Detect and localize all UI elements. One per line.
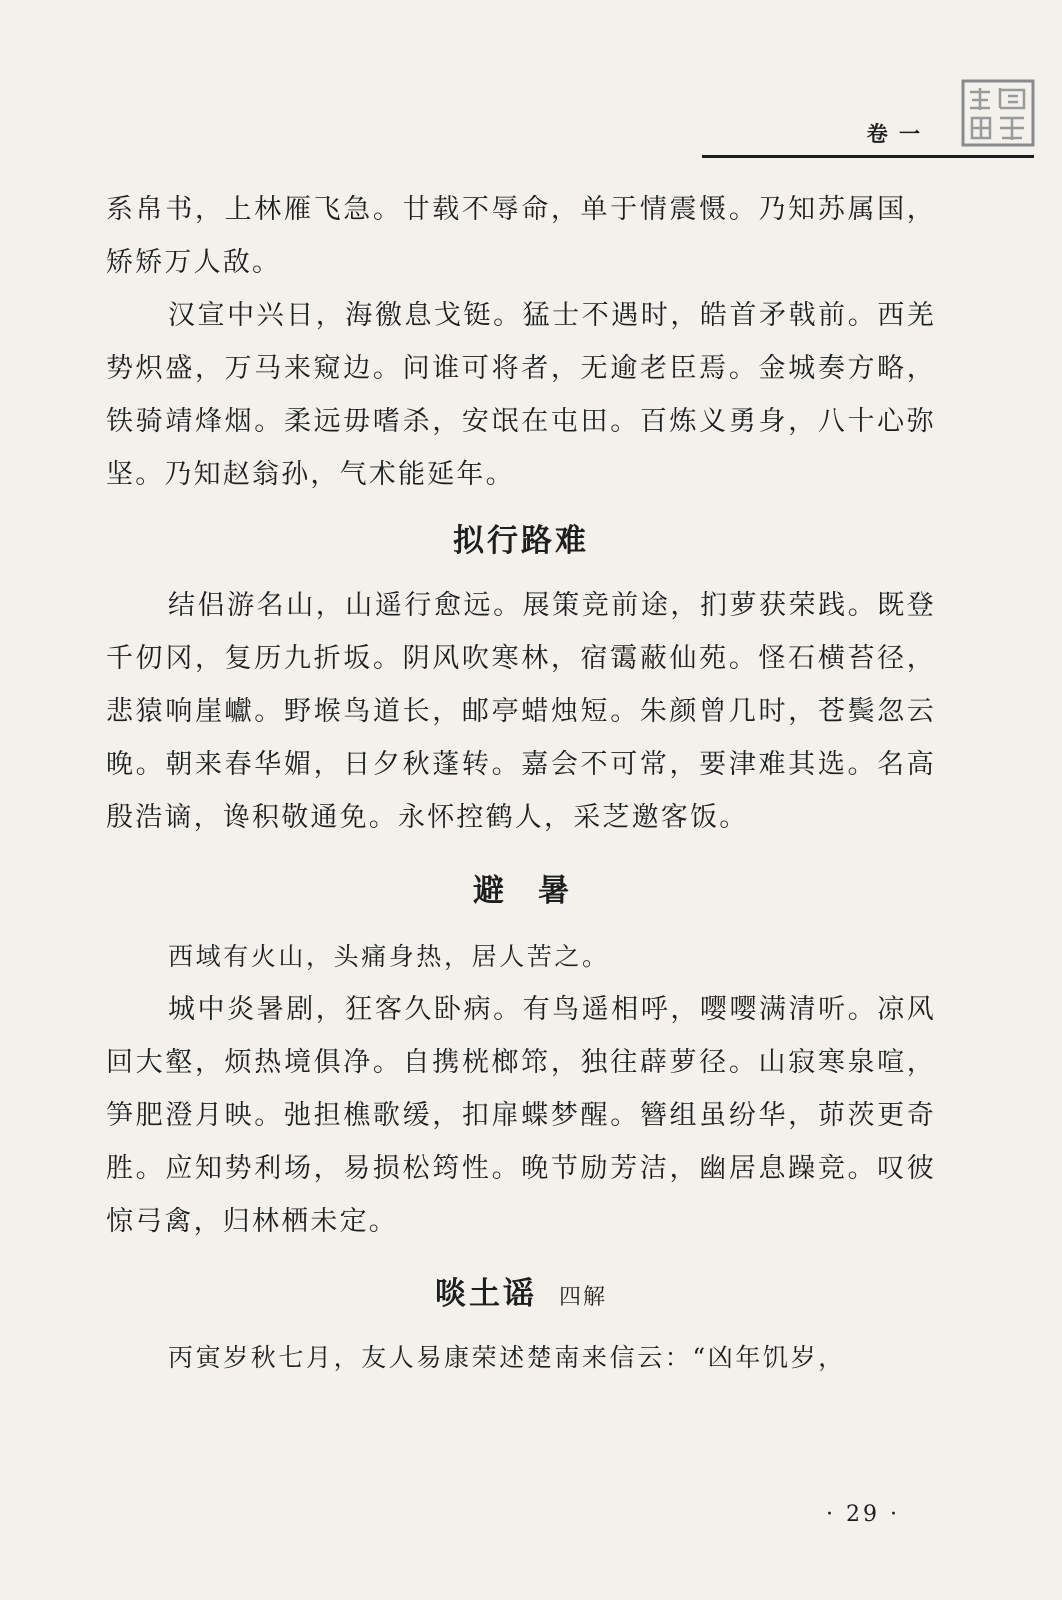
poem-title-bishu-text: 避暑 — [473, 873, 603, 909]
poem-title-tantuyao-text: 啖土谣 — [434, 1276, 537, 1312]
poem-preface-bishu: 西域有火山，头痛身热，居人苦之。 — [168, 942, 610, 971]
poem-title-xinglunan: 拟行路难 — [453, 523, 589, 559]
page-number: · 29 · — [826, 1502, 900, 1527]
seal-stamp-icon — [960, 78, 1036, 148]
main-text — [106, 183, 936, 1384]
running-header: 卷 一 — [866, 122, 922, 146]
paragraph-zhao: 汉宣中兴日，海徼息戈铤。猛士不遇时，皓首矛戟前。西羌势炽盛，万马来窥边。问谁可将者，无逾老臣焉。金城奏方略，铁骑靖烽烟。柔远毋嗜杀，安氓在屯田。百炼义勇身，八十心弥坚。乃知赵翁孙，气术能延年。 — [106, 300, 936, 490]
poem-text-bishu: 城中炎暑剧，狂客久卧病。有鸟遥相呼，嘤嘤满清听。凉风回大壑，烦热境俱净。自携桄榔筇，独往薜萝径。山寂寒泉喧，笋肥澄月映。弛担樵歌缓，扣扉蝶梦醒。簪组虽纷华，茆茨更奇胜。应知势利场，易损松筠性。晚节励芳洁，幽居息躁竞。叹彼惊弓禽，归林栖未定。 — [106, 994, 936, 1237]
poem-title-tantuyao — [106, 1268, 936, 1313]
poem-preface-tantuyao: 丙寅岁秋七月，友人易康荣述楚南来信云：“凶年饥岁， — [168, 1343, 846, 1372]
poem-text-xinglunan: 结侣游名山，山遥行愈远。展策竞前途，扪萝获荣践。既登千仞冈，复历九折坂。阴风吹寒林，宿霭蔽仙苑。怪石横苔径，悲猿响崖巘。野堠鸟道长，邮亭蜡烛短。朱颜曾几时，苍鬓忽云晚。朝来春华媚，日夕秋蓬转。嘉会不可常，要津难其选。名高殷浩谪，谗积敬通免。永怀控鹤人，采芝邀客饭。 — [106, 590, 936, 833]
paragraph-continued: 系帛书，上林雁飞急。廿载不辱命，单于情震慑。乃知苏属国，矫矫万人敌。 — [106, 194, 936, 278]
poem-subtitle: 四解 — [558, 1285, 607, 1310]
header-rule — [702, 155, 1034, 158]
poem-title-bishu — [106, 865, 936, 910]
